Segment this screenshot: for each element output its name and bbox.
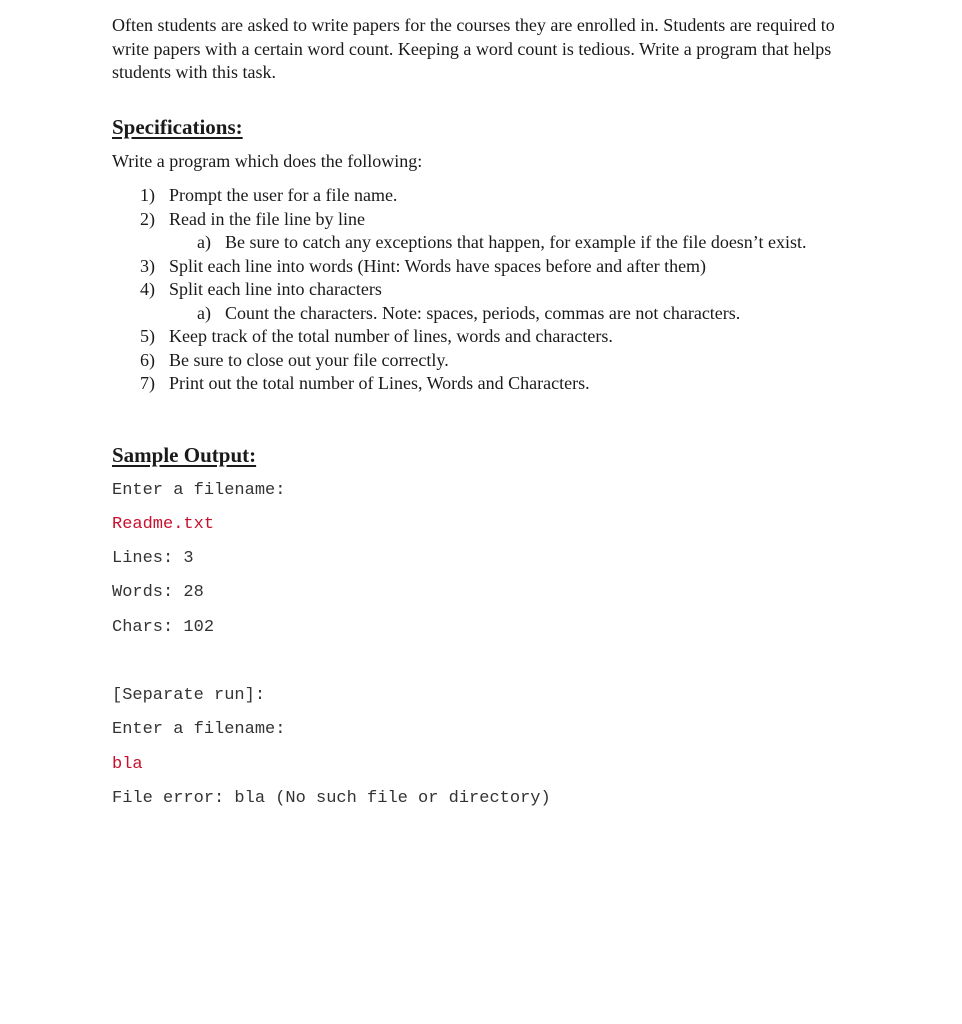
- console-error-message: File error: bla (No such file or directory): [112, 789, 551, 808]
- intro-paragraph: Often students are asked to write papers for the courses they are enrolled in. Students are required to write papers with a certain word count. Keeping a word count is tedious. Write a program that helps students with this task.: [112, 15, 835, 82]
- step-3: [112, 255, 806, 279]
- specification-steps: [112, 184, 806, 396]
- step-text: Be sure to close out your file correctly.: [169, 349, 449, 370]
- sample-output-heading: Sample Output:: [112, 443, 257, 467]
- step-4a: [112, 302, 806, 326]
- step-1: [112, 184, 806, 208]
- step-text: Prompt the user for a file name.: [169, 185, 398, 205]
- console-prompt: Enter a filename:: [112, 720, 286, 739]
- step-text: Read in the file line by line: [169, 208, 365, 229]
- console-prompt: Enter a filename:: [112, 481, 286, 500]
- specifications-lead: Write a program which does the following:: [112, 151, 423, 171]
- step-text: Keep track of the total number of lines, words and characters.: [169, 326, 613, 346]
- console-chars-count: Chars: 102: [112, 618, 215, 637]
- console-user-input: Readme.txt: [112, 515, 215, 534]
- console-user-input: bla: [112, 755, 143, 774]
- specifications-heading: Specifications:: [112, 115, 243, 139]
- step-5: [112, 325, 806, 349]
- step-4: [112, 278, 806, 302]
- step-7: [112, 372, 806, 396]
- step-2: [112, 208, 806, 232]
- separate-run-label: [Separate run]:: [112, 686, 266, 705]
- step-text: Be sure to catch any exceptions that happen, for example if the file doesn’t exist.: [225, 232, 807, 252]
- step-6: [112, 349, 806, 373]
- step-text: Print out the total number of Lines, Words and Characters.: [169, 373, 590, 393]
- step-text: Split each line into characters: [169, 279, 382, 299]
- step-text: Split each line into words (Hint: Words have spaces before and after them): [169, 255, 707, 276]
- step-number: 5): [140, 326, 155, 346]
- step-number: a): [197, 302, 211, 323]
- step-number: 2): [140, 208, 155, 229]
- console-words-count: Words: 28: [112, 583, 204, 602]
- step-number: a): [197, 232, 211, 252]
- step-number: 6): [140, 349, 155, 370]
- step-number: 1): [140, 185, 155, 205]
- assignment-page: [112, 14, 852, 808]
- step-number: 7): [140, 373, 155, 393]
- step-number: 3): [140, 255, 155, 276]
- step-text: Count the characters. Note: spaces, periods, commas are not characters.: [225, 302, 741, 323]
- step-number: 4): [140, 279, 155, 299]
- console-lines-count: Lines: 3: [112, 549, 194, 568]
- step-2a: [112, 231, 806, 255]
